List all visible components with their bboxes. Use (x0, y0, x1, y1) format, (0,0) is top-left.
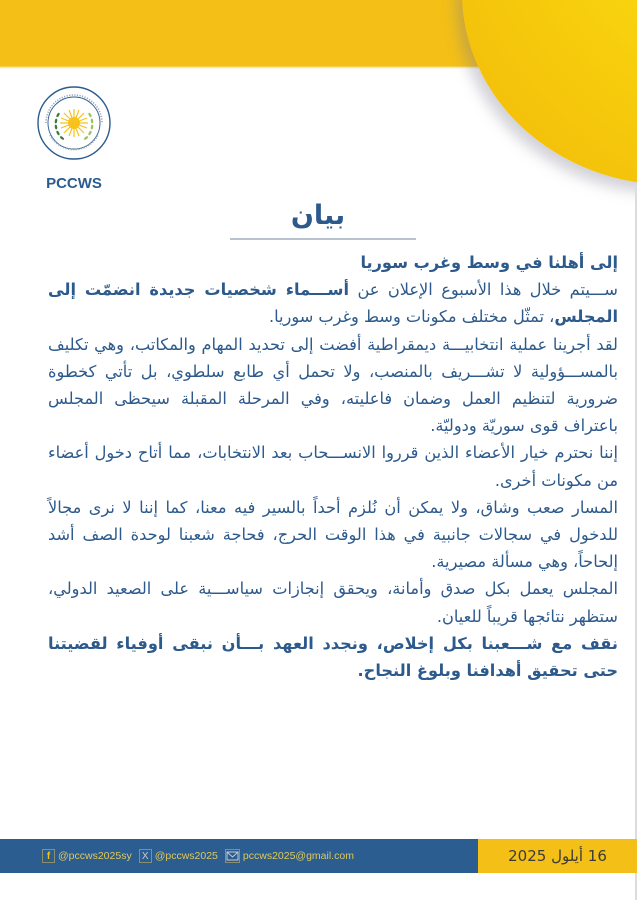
paragraph-elections (48, 331, 618, 440)
paragraph-achievements (48, 575, 618, 629)
facebook-handle[interactable]: @pccws2025sy (58, 850, 132, 862)
council-seal-logo (36, 85, 112, 161)
paragraph-pledge (48, 630, 618, 684)
facebook-icon: f (42, 849, 55, 863)
contact-email[interactable] (225, 849, 354, 863)
paragraph-text: ، تمثّل مختلف مكونات وسط وغرب سوريا. (268, 307, 555, 327)
logo-wordmark: PCCWS (46, 175, 102, 192)
paragraph-path (48, 494, 618, 576)
title-divider (230, 238, 416, 240)
paragraph-text: ســـيتم خلال هذا الأسبوع الإعلان عن (349, 280, 618, 300)
paragraph-withdrawal (48, 439, 618, 493)
paragraph-announcement (48, 276, 618, 330)
x-icon: X (139, 849, 152, 863)
contact-x[interactable] (139, 849, 218, 863)
paragraph-text-bold: أســـماء شخصيات جديدة انضمّت إلى المجلس (48, 280, 618, 327)
paragraph-greeting (48, 249, 618, 276)
email-address[interactable]: pccws2025@gmail.com (242, 850, 354, 862)
paragraph-text: المجلس يعمل بكل صدق وأمانة، ويحقق إنجازات سياســـية على الصعيد الدولي، ستظهر نتائجها قريباً للعيان. (48, 579, 618, 626)
mail-icon (225, 849, 240, 863)
x-handle[interactable]: @pccws2025 (154, 850, 218, 862)
contact-facebook[interactable] (42, 849, 132, 863)
footer-contacts (42, 839, 357, 873)
statement-body (48, 249, 618, 684)
decorative-yellow-circle (462, 0, 637, 185)
greeting-text: إلى أهلنا في وسط وغرب سوريا (360, 253, 618, 272)
pledge-text: نقف مع شـــعبنا بكل إخلاص، ونجدد العهد بـــأن نبقى أوفياء لقضيتنا حتى تحقيق أهدافنا وبلوغ النجاح. (48, 633, 618, 681)
paragraph-text: لقد أجرينا عملية انتخابيـــة ديمقراطية أفضت إلى تحديد المهام والمكاتب، وهي تكليف بالمســـؤولية لا تشـــريف بالمنصب، ولا تحمل أي طابع سلطوي، بل تأتي كخطوة ضرورية لتنظيم العمل وضمان فاعليته، وفي المرحلة المقبلة سيحظى المجلس باعتراف قوى سوريّة ودوليّة. (48, 334, 618, 436)
footer-date: 16 أيلول 2025 (508, 847, 607, 865)
document-title: بيان (290, 200, 346, 231)
paragraph-text: المسار صعب وشاق، ولا يمكن أن نُلزم أحداً بالسير فيه معنا، كما إننا لا نرى مجالاً للدخول في سجالات جانبية في هذا الوقت الحرج، فحاجة شعبنا لوحدة الصف أشد إلحاحاً، وهي مسألة مصيرية. (48, 497, 618, 572)
paragraph-text: إننا نحترم خيار الأعضاء الذين قرروا الانســـحاب بعد الانتخابات، مما أتاح دخول أعضاء من مكونات أخرى. (48, 443, 618, 490)
